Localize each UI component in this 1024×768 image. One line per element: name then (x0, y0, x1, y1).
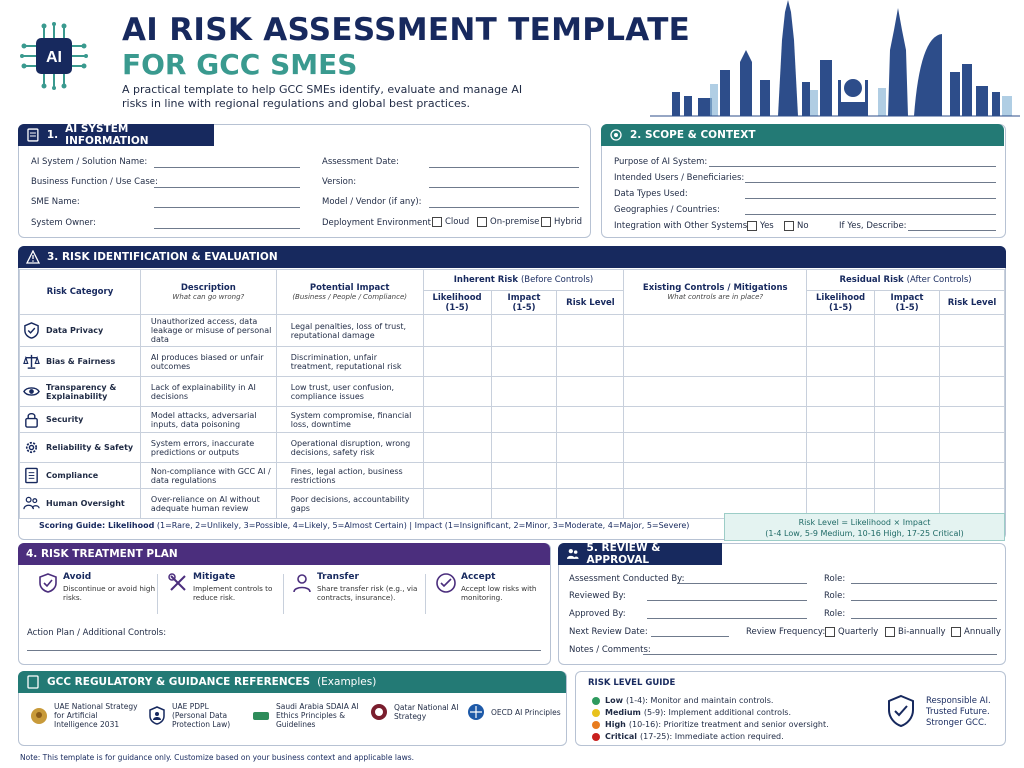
section-4-header (18, 543, 550, 565)
divider (425, 574, 426, 614)
risk-level-item: Critical (17-25): Immediate action required. (592, 732, 784, 741)
approved-by-role-input[interactable] (851, 618, 997, 619)
ai-system-information-panel (18, 124, 591, 238)
risk-impact-cell: Operational disruption, wrong decisions, safety risk (276, 433, 423, 463)
existing-controls-input[interactable] (624, 347, 807, 377)
risk-description-cell: Unauthorized access, data leakage or misuse of personal data (140, 315, 276, 347)
cloud-checkbox[interactable]: Cloud (432, 217, 469, 227)
residual-impact-input[interactable] (875, 347, 940, 377)
residual-likelihood-input[interactable] (807, 463, 875, 489)
field-label-business-function: Business Function / Use Case: (31, 177, 158, 187)
page-title: AI RISK ASSESSMENT TEMPLATE (122, 12, 691, 48)
risk-category-cell: Human Oversight (20, 489, 141, 519)
risk-treatment-panel (18, 543, 551, 665)
scoring-guide: Scoring Guide: Likelihood (1=Rare, 2=Unlikely, 3=Possible, 4=Likely, 5=Almost Certain) | Impact (1=Insignificant, 2=Minor, 3=Moderate, 4=Major, 5=Severe) (39, 521, 690, 530)
reference-uae-pdpl[interactable]: UAE PDPL (Personal Data Protection Law) (147, 702, 242, 729)
check-circle-icon (435, 572, 457, 594)
risk-level-item: High (10-16): Prioritize treatment and senior oversight. (592, 720, 829, 729)
reference-qatar-ai-strategy[interactable]: Qatar National AI Strategy (369, 702, 461, 722)
inherent-impact-input[interactable] (491, 407, 557, 433)
field-label-purpose: Purpose of AI System: (614, 157, 708, 167)
header-residual-risk: Residual Risk (After Controls) (807, 270, 1005, 291)
risk-impact-cell: Discrimination, unfair treatment, reputational risk (276, 347, 423, 377)
field-label-sme-name: SME Name: (31, 197, 80, 207)
field-label-if-yes: If Yes, Describe: (839, 221, 907, 231)
notes-input[interactable] (643, 654, 997, 655)
ai-system-name-input[interactable] (154, 167, 300, 168)
header-existing-controls: Existing Controls / Mitigations What controls are in place? (624, 270, 807, 315)
logo-text: AI (46, 49, 62, 66)
header-residual-likelihood: Likelihood (1-5) (807, 291, 875, 315)
reference-oecd[interactable]: OECD AI Principles (466, 702, 564, 722)
intro-text: A practical template to help GCC SMEs identify, evaluate and manage AI risks in line with regional regulations and global best practices. (122, 83, 523, 110)
shield-check-icon (23, 322, 40, 339)
inherent-likelihood-input[interactable] (423, 433, 491, 463)
risk-level-formula: Risk Level = Likelihood × Impact (1-4 Low, 5-9 Medium, 10-16 High, 17-25 Critical) (724, 513, 1005, 541)
risk-evaluation-table (19, 269, 1005, 519)
field-label-reviewed-by: Reviewed By: (569, 591, 626, 601)
inherent-likelihood-input[interactable] (423, 463, 491, 489)
tagline: Responsible AI. Trusted Future. Stronger GCC. (926, 696, 991, 728)
document-icon (26, 128, 40, 142)
integration-yes-checkbox[interactable]: Yes (747, 221, 774, 231)
field-label-next-review-date: Next Review Date: (569, 627, 648, 637)
residual-impact-input[interactable] (875, 407, 940, 433)
risk-description-cell: System errors, inaccurate predictions or outputs (140, 433, 276, 463)
status-dot-icon (592, 709, 600, 717)
references-title: GCC REGULATORY & GUIDANCE REFERENCES (47, 676, 311, 688)
section-3-header (18, 246, 1006, 268)
annually-checkbox[interactable]: Annually (951, 627, 1001, 637)
scales-icon (23, 353, 40, 370)
table-row (20, 347, 1005, 377)
conducted-by-input[interactable] (677, 583, 807, 584)
section-1-number: 1. (46, 129, 59, 141)
system-owner-input[interactable] (154, 228, 300, 229)
inherent-impact-input[interactable] (491, 489, 557, 519)
section-1-title: AI SYSTEM INFORMATION (65, 123, 149, 147)
residual-likelihood-input[interactable] (807, 315, 875, 347)
risk-description-cell: Lack of explainability in AI decisions (140, 377, 276, 407)
field-label-conducted-by: Assessment Conducted By: (569, 574, 685, 584)
shield-user-icon (147, 706, 167, 726)
field-label-data-types: Data Types Used: (614, 189, 688, 199)
inherent-likelihood-input[interactable] (423, 347, 491, 377)
header-risk-category: Risk Category (20, 270, 141, 315)
residual-risk-level-input[interactable] (940, 463, 1005, 489)
table-row (20, 315, 1005, 347)
risk-impact-cell: Fines, legal action, business restrictions (276, 463, 423, 489)
next-review-date-input[interactable] (651, 636, 729, 637)
inherent-risk-level-input[interactable] (557, 489, 624, 519)
residual-impact-input[interactable] (875, 377, 940, 407)
inherent-likelihood-input[interactable] (423, 315, 491, 347)
inherent-impact-input[interactable] (491, 315, 557, 347)
status-dot-icon (592, 733, 600, 741)
field-label-assessment-date: Assessment Date: (322, 157, 399, 167)
risk-category-cell: Bias & Fairness (20, 347, 141, 377)
model-vendor-input[interactable] (429, 207, 579, 208)
review-approval-panel (558, 543, 1006, 665)
table-row (20, 433, 1005, 463)
references-header (18, 671, 566, 693)
section-2-header (601, 124, 1004, 146)
inherent-impact-input[interactable] (491, 377, 557, 407)
scope-context-panel (601, 124, 1006, 238)
reference-sdaia[interactable]: Saudi Arabia SDAIA AI Ethics Principles & Guidelines (251, 702, 363, 729)
references-panel (18, 671, 567, 746)
footer-note: Note: This template is for guidance only. Customize based on your business context and applicable laws. (20, 753, 414, 762)
inherent-risk-level-input[interactable] (557, 315, 624, 347)
inherent-risk-level-input[interactable] (557, 407, 624, 433)
header-residual-impact: Impact (1-5) (875, 291, 940, 315)
header-description: Description What can go wrong? (140, 270, 276, 315)
existing-controls-input[interactable] (624, 315, 807, 347)
inherent-impact-input[interactable] (491, 463, 557, 489)
tools-icon (167, 572, 189, 594)
reviewed-by-input[interactable] (647, 600, 807, 601)
section-1-header (18, 124, 214, 146)
existing-controls-input[interactable] (624, 407, 807, 433)
field-label-integration: Integration with Other Systems: (614, 221, 751, 231)
risk-level-item: Low (1-4): Monitor and maintain controls. (592, 696, 773, 705)
risk-category-cell: Reliability & Safety (20, 433, 141, 463)
risk-description-cell: Non-compliance with GCC AI / data regulations (140, 463, 276, 489)
header-potential-impact: Potential Impact (Business / People / Compliance) (276, 270, 423, 315)
hybrid-checkbox[interactable]: Hybrid (541, 217, 582, 227)
risk-level-item: Medium (5-9): Implement additional controls. (592, 708, 791, 717)
risk-impact-cell: System compromise, financial loss, downtime (276, 407, 423, 433)
lock-icon (23, 411, 40, 428)
section-5-title: 5. REVIEW & APPROVAL (586, 542, 661, 566)
references-title-suffix: (Examples) (317, 676, 377, 688)
risk-identification-panel (18, 246, 1006, 540)
risk-impact-cell: Low trust, user confusion, compliance issues (276, 377, 423, 407)
inherent-impact-input[interactable] (491, 347, 557, 377)
residual-likelihood-input[interactable] (807, 347, 875, 377)
field-label-system-owner: System Owner: (31, 218, 96, 228)
residual-risk-level-input[interactable] (940, 347, 1005, 377)
section-4-title: 4. RISK TREATMENT PLAN (26, 548, 178, 560)
purpose-input[interactable] (709, 166, 996, 167)
risk-category-cell: Transparency & Explainability (20, 377, 141, 407)
people-icon (23, 495, 40, 512)
risk-level-guide-panel (575, 671, 1006, 746)
residual-risk-level-input[interactable] (940, 315, 1005, 347)
inherent-risk-level-input[interactable] (557, 433, 624, 463)
inherent-risk-level-input[interactable] (557, 347, 624, 377)
on-premise-checkbox[interactable]: On-premise (477, 217, 539, 227)
quarterly-checkbox[interactable]: Quarterly (825, 627, 878, 637)
inherent-likelihood-input[interactable] (423, 407, 491, 433)
shield-check-icon (886, 694, 916, 728)
business-function-input[interactable] (154, 187, 300, 188)
header-inherent-impact: Impact (1-5) (491, 291, 557, 315)
sme-name-input[interactable] (154, 207, 300, 208)
approved-by-input[interactable] (647, 618, 807, 619)
field-label-review-frequency: Review Frequency: (746, 627, 826, 637)
treatment-mitigate[interactable]: Mitigate Implement controls to reduce risk. (167, 572, 295, 616)
residual-likelihood-input[interactable] (807, 377, 875, 407)
version-input[interactable] (429, 187, 579, 188)
document-icon (26, 675, 40, 689)
field-label-model-vendor: Model / Vendor (if any): (322, 197, 422, 207)
header-inherent-risk-level: Risk Level (557, 291, 624, 315)
field-label-geographies: Geographies / Countries: (614, 205, 720, 215)
conducted-by-role-input[interactable] (851, 583, 997, 584)
inherent-risk-level-input[interactable] (557, 377, 624, 407)
inherent-likelihood-input[interactable] (423, 377, 491, 407)
header-inherent-risk: Inherent Risk (Before Controls) (423, 270, 624, 291)
section-3-title: 3. RISK IDENTIFICATION & EVALUATION (47, 251, 278, 263)
header-inherent-likelihood: Likelihood (1-5) (423, 291, 491, 315)
residual-risk-level-input[interactable] (940, 377, 1005, 407)
oecd-logo-icon (466, 702, 486, 722)
field-label-role: Role: (824, 609, 846, 619)
person-icon (291, 572, 313, 594)
treatment-avoid[interactable]: Avoid Discontinue or avoid high risks. (37, 572, 165, 616)
integration-describe-input[interactable] (908, 230, 996, 231)
risk-category-cell: Data Privacy (20, 315, 141, 347)
data-types-input[interactable] (745, 198, 996, 199)
residual-impact-input[interactable] (875, 463, 940, 489)
field-label-action-plan: Action Plan / Additional Controls: (27, 628, 167, 638)
reference-uae-ai-strategy[interactable]: UAE National Strategy for Artificial Intelligence 2031 (29, 702, 139, 729)
field-label-notes: Notes / Comments: (569, 645, 651, 655)
status-dot-icon (592, 721, 600, 729)
risk-impact-cell: Legal penalties, loss of trust, reputational damage (276, 315, 423, 347)
divider (283, 574, 284, 614)
assessment-date-input[interactable] (429, 167, 579, 168)
uae-emblem-icon (29, 706, 49, 726)
action-plan-input[interactable] (27, 650, 541, 651)
field-label-intended-users: Intended Users / Beneficiaries: (614, 173, 745, 183)
residual-risk-level-input[interactable] (940, 407, 1005, 433)
residual-risk-level-input[interactable] (940, 433, 1005, 463)
gear-icon (23, 439, 40, 456)
existing-controls-input[interactable] (624, 463, 807, 489)
risk-category-cell: Compliance (20, 463, 141, 489)
risk-level-guide-title: RISK LEVEL GUIDE (588, 678, 676, 688)
divider (157, 574, 158, 614)
residual-impact-input[interactable] (875, 315, 940, 347)
risk-description-cell: Model attacks, adversarial inputs, data poisoning (140, 407, 276, 433)
inherent-likelihood-input[interactable] (423, 489, 491, 519)
bi-annually-checkbox[interactable]: Bi-annually (885, 627, 946, 637)
table-row (20, 377, 1005, 407)
warning-icon (26, 250, 40, 264)
field-label-version: Version: (322, 177, 357, 187)
existing-controls-input[interactable] (624, 433, 807, 463)
table-row (20, 407, 1005, 433)
risk-description-cell: Over-reliance on AI without adequate human review (140, 489, 276, 519)
residual-likelihood-input[interactable] (807, 433, 875, 463)
existing-controls-input[interactable] (624, 377, 807, 407)
section-2-title: 2. SCOPE & CONTEXT (630, 129, 756, 141)
residual-impact-input[interactable] (875, 433, 940, 463)
eye-icon (23, 383, 40, 400)
inherent-impact-input[interactable] (491, 433, 557, 463)
geographies-input[interactable] (745, 214, 996, 215)
field-label-role: Role: (824, 591, 846, 601)
field-label-ai-system-name: AI System / Solution Name: (31, 157, 148, 167)
treatment-transfer[interactable]: Transfer Share transfer risk (e.g., via contracts, insurance). (291, 572, 421, 616)
reviewed-by-role-input[interactable] (851, 600, 997, 601)
inherent-risk-level-input[interactable] (557, 463, 624, 489)
page-subtitle-title: FOR GCC SMES (122, 48, 358, 81)
integration-no-checkbox[interactable]: No (784, 221, 809, 231)
checklist-icon (23, 467, 40, 484)
people-icon (566, 547, 580, 561)
intended-users-input[interactable] (745, 182, 996, 183)
risk-description-cell: AI produces biased or unfair outcomes (140, 347, 276, 377)
risk-category-cell: Security (20, 407, 141, 433)
risk-impact-cell: Poor decisions, accountability gaps (276, 489, 423, 519)
field-label-role: Role: (824, 574, 846, 584)
target-icon (609, 128, 623, 142)
section-5-header (558, 543, 722, 565)
field-label-deployment-environment: Deployment Environment: (322, 218, 434, 228)
residual-likelihood-input[interactable] (807, 407, 875, 433)
qatar-emblem-icon (369, 702, 389, 722)
field-label-approved-by: Approved By: (569, 609, 626, 619)
status-dot-icon (592, 697, 600, 705)
header-residual-risk-level: Risk Level (940, 291, 1005, 315)
treatment-accept[interactable]: Accept Accept low risks with monitoring. (435, 572, 545, 616)
ai-chip-logo (20, 22, 88, 90)
gcc-skyline-illustration (650, 0, 1020, 118)
sdaia-logo-icon (251, 706, 271, 726)
shield-check-icon (37, 572, 59, 594)
table-row (20, 463, 1005, 489)
